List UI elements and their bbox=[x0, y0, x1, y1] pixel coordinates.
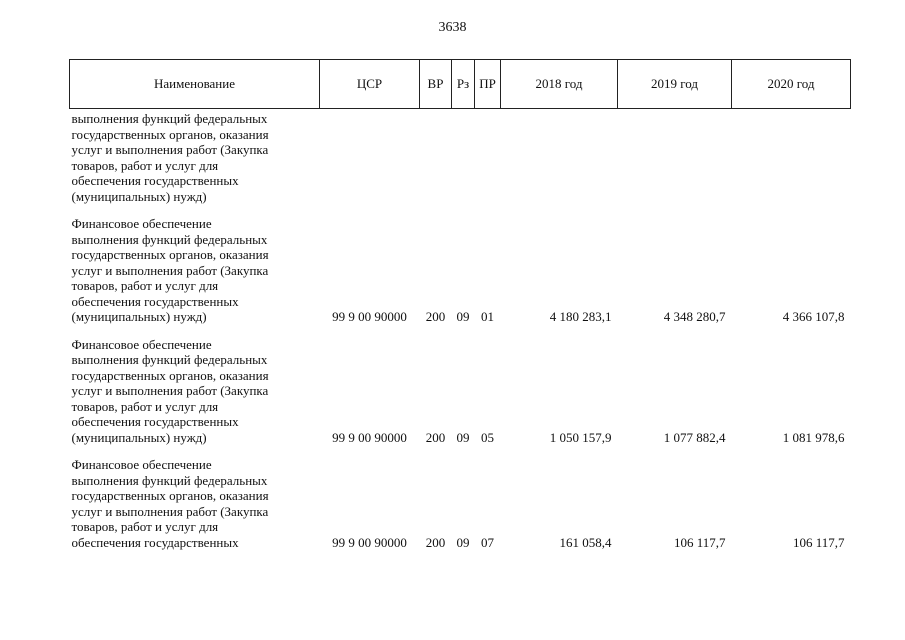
row-spacer-cell bbox=[70, 204, 851, 216]
row-pr: 05 bbox=[481, 429, 494, 445]
row-name-line: (муниципальных) нужд) bbox=[71, 309, 207, 324]
row-name-line: товаров, работ и услуг для bbox=[71, 157, 219, 173]
row-name-line: обеспечения государственных bbox=[71, 414, 239, 429]
row-name-line: (муниципальных) нужд) bbox=[71, 188, 207, 204]
row-spacer-cell bbox=[70, 325, 851, 337]
row-name-line: товаров, работ и услуг для bbox=[71, 398, 219, 414]
row-csr bbox=[320, 109, 420, 205]
row-year-2018: 161 058,4 bbox=[559, 534, 612, 550]
row-name-line: обеспечения государственных bbox=[71, 293, 239, 309]
row-name-line: Финансовое обеспечение bbox=[71, 457, 212, 472]
row-year-2019: 4 348 280,7 bbox=[663, 309, 726, 324]
row-rz: 09 bbox=[456, 309, 470, 324]
table-header-row bbox=[70, 60, 851, 109]
row-name-line: государственных органов, оказания bbox=[71, 367, 269, 383]
row-name-line: государственных органов, оказания bbox=[71, 488, 269, 503]
row-name-line: государственных органов, оказания bbox=[71, 247, 269, 262]
row-name-line: (муниципальных) нужд) bbox=[71, 429, 207, 445]
row-spacer bbox=[70, 204, 851, 216]
row-csr: 99 9 00 90000 bbox=[332, 309, 407, 324]
table-row bbox=[70, 457, 851, 550]
row-pr bbox=[475, 109, 501, 205]
row-name-line: товаров, работ и услуг для bbox=[71, 278, 219, 293]
row-rz bbox=[452, 109, 475, 205]
row-name-line: выполнения функций федеральных bbox=[71, 472, 268, 488]
header-2018: 2018 год bbox=[501, 60, 618, 109]
header-2019: 2019 год bbox=[618, 60, 732, 109]
row-year-2020: 106 117,7 bbox=[792, 534, 845, 550]
table-body bbox=[70, 109, 851, 551]
table-row bbox=[70, 337, 851, 446]
header-2020: 2020 год bbox=[732, 60, 851, 109]
row-year-2020: 4 366 107,8 bbox=[782, 309, 845, 324]
row-name-line: услуг и выполнения работ (Закупка bbox=[71, 142, 269, 157]
row-name-line: услуг и выполнения работ (Закупка bbox=[71, 262, 269, 278]
row-year-2019: 1 077 882,4 bbox=[663, 429, 726, 445]
page-number: 3638 bbox=[438, 20, 467, 35]
row-vr: 200 bbox=[425, 429, 446, 445]
row-name-line: выполнения функций федеральных bbox=[71, 231, 268, 247]
row-name bbox=[70, 337, 320, 446]
row-name-line: выполнения функций федеральных bbox=[71, 352, 268, 367]
row-name-line: обеспечения государственных bbox=[71, 534, 239, 550]
row-vr: 200 bbox=[425, 534, 446, 550]
row-spacer-cell bbox=[70, 445, 851, 457]
row-name-line: товаров, работ и услуг для bbox=[71, 519, 219, 534]
row-name-line: услуг и выполнения работ (Закупка bbox=[71, 383, 269, 398]
row-year-2020: 1 081 978,6 bbox=[782, 429, 845, 445]
header-csr: ЦСР bbox=[320, 60, 420, 109]
row-csr: 99 9 00 90000 bbox=[332, 534, 407, 550]
row-name bbox=[70, 109, 320, 205]
table-row bbox=[70, 216, 851, 325]
row-pr: 01 bbox=[481, 309, 494, 324]
row-year-2019 bbox=[618, 109, 732, 205]
header-pr: ПР bbox=[475, 60, 501, 109]
row-name-line: услуг и выполнения работ (Закупка bbox=[71, 503, 269, 519]
header-rz: Рз bbox=[452, 60, 475, 109]
budget-table bbox=[69, 59, 851, 550]
row-rz: 09 bbox=[456, 534, 470, 550]
row-year-2018: 1 050 157,9 bbox=[549, 429, 612, 445]
header-vr: ВР bbox=[420, 60, 452, 109]
table-row bbox=[70, 109, 851, 205]
row-name-line: государственных органов, оказания bbox=[71, 126, 269, 142]
row-name bbox=[70, 216, 320, 325]
row-name-line: обеспечения государственных bbox=[71, 173, 239, 188]
row-year-2018 bbox=[501, 109, 618, 205]
header-name: Наименование bbox=[70, 60, 320, 109]
row-vr: 200 bbox=[425, 309, 446, 324]
row-rz: 09 bbox=[456, 429, 470, 445]
row-name-line: Финансовое обеспечение bbox=[71, 216, 212, 231]
row-year-2018: 4 180 283,1 bbox=[549, 309, 612, 324]
row-name bbox=[70, 457, 320, 550]
row-name-line: Финансовое обеспечение bbox=[71, 336, 212, 352]
row-spacer bbox=[70, 325, 851, 337]
row-spacer bbox=[70, 445, 851, 457]
row-csr: 99 9 00 90000 bbox=[332, 429, 407, 445]
row-name-line: выполнения функций федеральных bbox=[71, 111, 268, 126]
row-pr: 07 bbox=[481, 534, 494, 550]
row-year-2020 bbox=[732, 109, 851, 205]
row-year-2019: 106 117,7 bbox=[673, 534, 726, 550]
row-vr bbox=[420, 109, 452, 205]
